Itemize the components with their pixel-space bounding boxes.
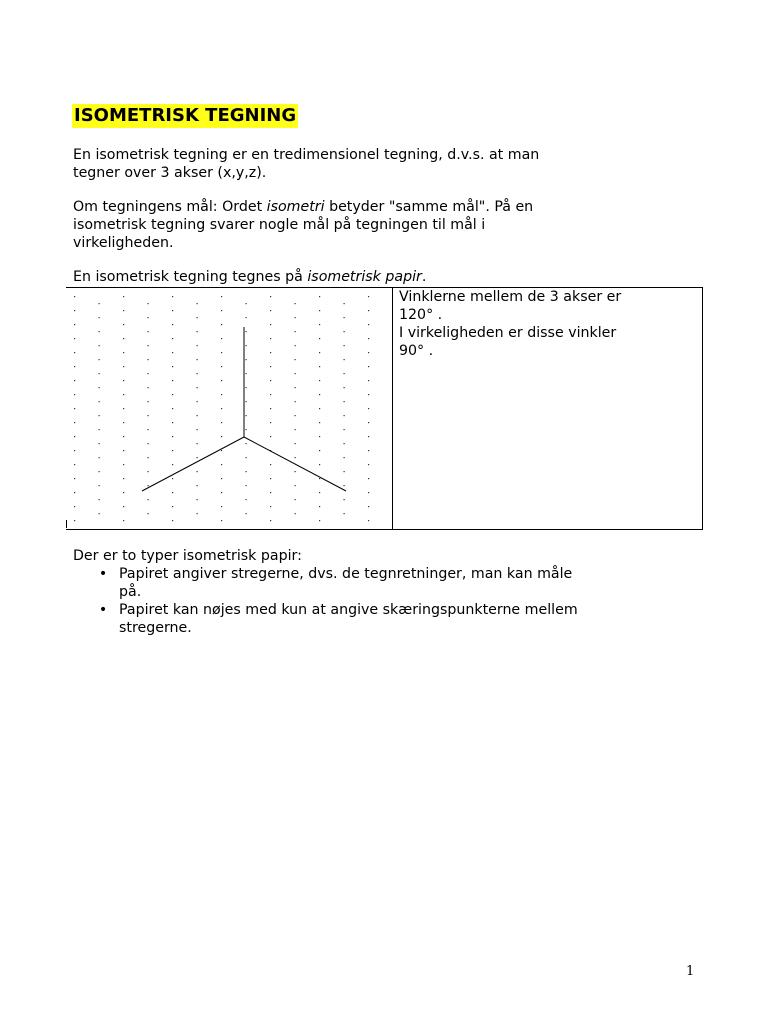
isometric-dot-grid [74, 296, 369, 521]
grid-dot [270, 380, 271, 381]
grid-dot [99, 317, 100, 318]
grid-dot [221, 324, 222, 325]
grid-dot [319, 450, 320, 451]
grid-dot [319, 324, 320, 325]
grid-dot [197, 345, 198, 346]
grid-dot [368, 394, 369, 395]
measure-term: isometri [266, 199, 325, 215]
grid-dot [197, 359, 198, 360]
list-item-line-1: Papiret kan nøjes med kun at angive skæringspunkterne mellem [119, 602, 578, 618]
grid-dot [295, 331, 296, 332]
grid-dot [270, 464, 271, 465]
grid-dot [99, 429, 100, 430]
grid-dot [197, 317, 198, 318]
grid-dot [197, 471, 198, 472]
paper-text-post: . [421, 269, 427, 285]
grid-dot [368, 324, 369, 325]
grid-dot [295, 513, 296, 514]
grid-dot [99, 331, 100, 332]
grid-dot [172, 324, 173, 325]
grid-dot [172, 310, 173, 311]
grid-dot [221, 394, 222, 395]
grid-dot [148, 499, 149, 500]
grid-dot [344, 513, 345, 514]
measure-line-3: virkeligheden. [73, 235, 174, 251]
grid-dot [319, 436, 320, 437]
grid-dot [148, 345, 149, 346]
intro-paragraph [73, 146, 713, 182]
bullet-icon: • [98, 602, 108, 618]
figure-frame-tick [66, 520, 67, 528]
grid-dot [319, 394, 320, 395]
grid-dot [319, 422, 320, 423]
angle-line-2: 120° . [399, 307, 443, 323]
grid-dot [99, 415, 100, 416]
grid-dot [148, 331, 149, 332]
grid-dot [148, 513, 149, 514]
grid-dot [99, 457, 100, 458]
grid-dot [246, 443, 247, 444]
grid-dot [197, 401, 198, 402]
measure-paragraph [73, 198, 713, 252]
grid-dot [368, 492, 369, 493]
grid-dot [246, 499, 247, 500]
angle-line-1: Vinklerne mellem de 3 akser er [399, 289, 622, 305]
grid-dot [319, 464, 320, 465]
grid-dot [295, 373, 296, 374]
grid-dot [295, 359, 296, 360]
grid-dot [197, 513, 198, 514]
grid-dot [221, 478, 222, 479]
grid-dot [148, 401, 149, 402]
grid-dot [123, 478, 124, 479]
grid-dot [246, 513, 247, 514]
grid-dot [123, 380, 124, 381]
grid-dot [246, 303, 247, 304]
grid-dot [197, 457, 198, 458]
grid-dot [319, 478, 320, 479]
grid-dot [295, 317, 296, 318]
grid-dot [123, 394, 124, 395]
grid-dot [270, 324, 271, 325]
grid-dot [368, 310, 369, 311]
grid-dot [246, 401, 247, 402]
grid-dot [368, 338, 369, 339]
grid-dot [270, 394, 271, 395]
grid-dot [221, 422, 222, 423]
page-title: ISOMETRISK TEGNING [74, 105, 297, 126]
grid-dot [221, 520, 222, 521]
grid-dot [74, 520, 75, 521]
grid-dot [319, 338, 320, 339]
grid-dot [74, 436, 75, 437]
grid-dot [197, 485, 198, 486]
grid-dot [148, 485, 149, 486]
grid-dot [221, 296, 222, 297]
grid-dot [344, 345, 345, 346]
grid-dot [344, 457, 345, 458]
grid-dot [319, 296, 320, 297]
grid-dot [123, 422, 124, 423]
grid-dot [319, 520, 320, 521]
list-item-line-2: stregerne. [119, 620, 192, 636]
angle-line-3: I virkeligheden er disse vinkler [399, 325, 617, 341]
grid-dot [270, 436, 271, 437]
grid-dot [295, 485, 296, 486]
grid-dot [148, 471, 149, 472]
grid-dot [344, 401, 345, 402]
grid-dot [270, 366, 271, 367]
grid-dot [172, 506, 173, 507]
grid-dot [246, 485, 247, 486]
grid-dot [246, 345, 247, 346]
grid-dot [74, 464, 75, 465]
grid-dot [172, 422, 173, 423]
grid-dot [344, 373, 345, 374]
grid-dot [295, 499, 296, 500]
grid-dot [295, 471, 296, 472]
grid-dot [172, 464, 173, 465]
grid-dot [197, 373, 198, 374]
grid-dot [319, 408, 320, 409]
grid-dot [74, 408, 75, 409]
grid-dot [148, 373, 149, 374]
grid-dot [368, 366, 369, 367]
grid-dot [148, 317, 149, 318]
grid-dot [246, 387, 247, 388]
angle-line-4: 90° . [399, 343, 434, 359]
grid-dot [295, 345, 296, 346]
grid-dot [172, 366, 173, 367]
grid-dot [221, 408, 222, 409]
grid-dot [246, 359, 247, 360]
grid-dot [172, 520, 173, 521]
grid-dot [344, 429, 345, 430]
grid-dot [123, 338, 124, 339]
paper-text-pre: En isometrisk tegning tegnes på [73, 269, 308, 285]
grid-dot [123, 352, 124, 353]
grid-dot [295, 443, 296, 444]
grid-dot [344, 485, 345, 486]
grid-dot [123, 506, 124, 507]
grid-dot [270, 506, 271, 507]
grid-dot [74, 338, 75, 339]
grid-dot [270, 408, 271, 409]
grid-dot [74, 478, 75, 479]
bullet-icon: • [98, 566, 108, 582]
grid-dot [368, 436, 369, 437]
grid-dot [123, 492, 124, 493]
x-axis-line [142, 437, 244, 491]
grid-dot [246, 331, 247, 332]
grid-dot [99, 359, 100, 360]
measure-text-post: betyder "samme mål". På en [324, 199, 534, 215]
grid-dot [172, 296, 173, 297]
grid-dot [123, 310, 124, 311]
grid-dot [172, 408, 173, 409]
grid-dot [319, 506, 320, 507]
grid-dot [148, 387, 149, 388]
grid-dot [368, 506, 369, 507]
grid-dot [172, 436, 173, 437]
grid-dot [197, 303, 198, 304]
grid-dot [295, 303, 296, 304]
grid-dot [319, 310, 320, 311]
grid-dot [99, 401, 100, 402]
grid-dot [368, 408, 369, 409]
grid-dot [344, 443, 345, 444]
isometric-paper-figure [70, 289, 388, 527]
grid-dot [74, 324, 75, 325]
grid-dot [295, 401, 296, 402]
list-item [73, 565, 713, 601]
list-item-line-1: Papiret angiver stregerne, dvs. de tegnretninger, man kan måle [119, 566, 573, 582]
measure-line-2: isometrisk tegning svarer nogle mål på tegningen til mål i [73, 217, 486, 233]
grid-dot [123, 464, 124, 465]
grid-dot [197, 331, 198, 332]
grid-dot [270, 352, 271, 353]
grid-dot [123, 366, 124, 367]
grid-dot [270, 478, 271, 479]
grid-dot [197, 387, 198, 388]
grid-dot [221, 450, 222, 451]
grid-dot [319, 366, 320, 367]
angle-description [399, 288, 699, 360]
grid-dot [221, 492, 222, 493]
grid-dot [221, 310, 222, 311]
grid-dot [197, 443, 198, 444]
grid-dot [270, 296, 271, 297]
grid-dot [74, 422, 75, 423]
grid-dot [270, 520, 271, 521]
grid-dot [295, 415, 296, 416]
grid-dot [344, 359, 345, 360]
grid-dot [319, 352, 320, 353]
grid-dot [221, 366, 222, 367]
grid-dot [148, 457, 149, 458]
grid-dot [148, 359, 149, 360]
grid-dot [221, 380, 222, 381]
grid-dot [172, 450, 173, 451]
grid-dot [246, 415, 247, 416]
grid-dot [197, 415, 198, 416]
grid-dot [221, 464, 222, 465]
grid-dot [246, 317, 247, 318]
grid-dot [368, 464, 369, 465]
grid-dot [172, 492, 173, 493]
paper-types-intro: Der er to typer isometrisk papir: [73, 548, 302, 564]
grid-dot [74, 506, 75, 507]
grid-dot [270, 422, 271, 423]
grid-dot [148, 303, 149, 304]
grid-dot [270, 492, 271, 493]
intro-line-2: tegner over 3 akser (x,y,z). [73, 165, 267, 181]
grid-dot [221, 338, 222, 339]
grid-dot [172, 380, 173, 381]
grid-dot [123, 520, 124, 521]
grid-dot [246, 471, 247, 472]
grid-dot [172, 338, 173, 339]
grid-dot [74, 310, 75, 311]
grid-dot [344, 331, 345, 332]
grid-dot [319, 492, 320, 493]
grid-dot [368, 296, 369, 297]
grid-dot [197, 499, 198, 500]
grid-dot [344, 471, 345, 472]
measure-text-pre: Om tegningens mål: Ordet [73, 199, 267, 215]
grid-dot [123, 408, 124, 409]
grid-dot [99, 387, 100, 388]
grid-dot [99, 499, 100, 500]
grid-dot [246, 429, 247, 430]
grid-dot [74, 394, 75, 395]
grid-dot [74, 352, 75, 353]
grid-dot [221, 506, 222, 507]
grid-dot [270, 338, 271, 339]
grid-dot [295, 387, 296, 388]
grid-dot [368, 422, 369, 423]
grid-dot [99, 303, 100, 304]
grid-dot [99, 471, 100, 472]
grid-dot [172, 394, 173, 395]
grid-dot [172, 478, 173, 479]
grid-dot [368, 450, 369, 451]
page-number: 1 [686, 964, 695, 979]
grid-dot [99, 485, 100, 486]
grid-dot [99, 513, 100, 514]
grid-dot [246, 373, 247, 374]
grid-dot [344, 415, 345, 416]
list-item [73, 601, 713, 637]
grid-dot [74, 450, 75, 451]
grid-dot [319, 380, 320, 381]
grid-dot [295, 457, 296, 458]
grid-dot [344, 499, 345, 500]
grid-dot [344, 317, 345, 318]
grid-dot [99, 373, 100, 374]
paper-types-list [73, 565, 713, 637]
grid-dot [123, 324, 124, 325]
grid-dot [99, 345, 100, 346]
grid-dot [123, 296, 124, 297]
grid-dot [74, 492, 75, 493]
grid-dot [344, 303, 345, 304]
figure-divider [392, 287, 393, 529]
grid-dot [368, 478, 369, 479]
grid-dot [197, 429, 198, 430]
grid-dot [368, 380, 369, 381]
grid-dot [344, 387, 345, 388]
paper-term: isometrisk papir [307, 269, 422, 285]
grid-dot [74, 366, 75, 367]
grid-dot [221, 352, 222, 353]
grid-dot [368, 352, 369, 353]
y-axis-line [244, 437, 346, 491]
grid-dot [295, 429, 296, 430]
paper-paragraph [73, 268, 713, 286]
intro-line-1: En isometrisk tegning er en tredimensionel tegning, d.v.s. at man [73, 147, 540, 163]
grid-dot [172, 352, 173, 353]
grid-dot [148, 443, 149, 444]
grid-dot [123, 436, 124, 437]
grid-dot [270, 310, 271, 311]
grid-dot [74, 296, 75, 297]
grid-dot [148, 415, 149, 416]
grid-dot [123, 450, 124, 451]
list-item-line-2: på. [119, 584, 142, 600]
grid-dot [221, 436, 222, 437]
grid-dot [148, 429, 149, 430]
grid-dot [99, 443, 100, 444]
grid-dot [368, 520, 369, 521]
grid-dot [246, 457, 247, 458]
grid-dot [74, 380, 75, 381]
